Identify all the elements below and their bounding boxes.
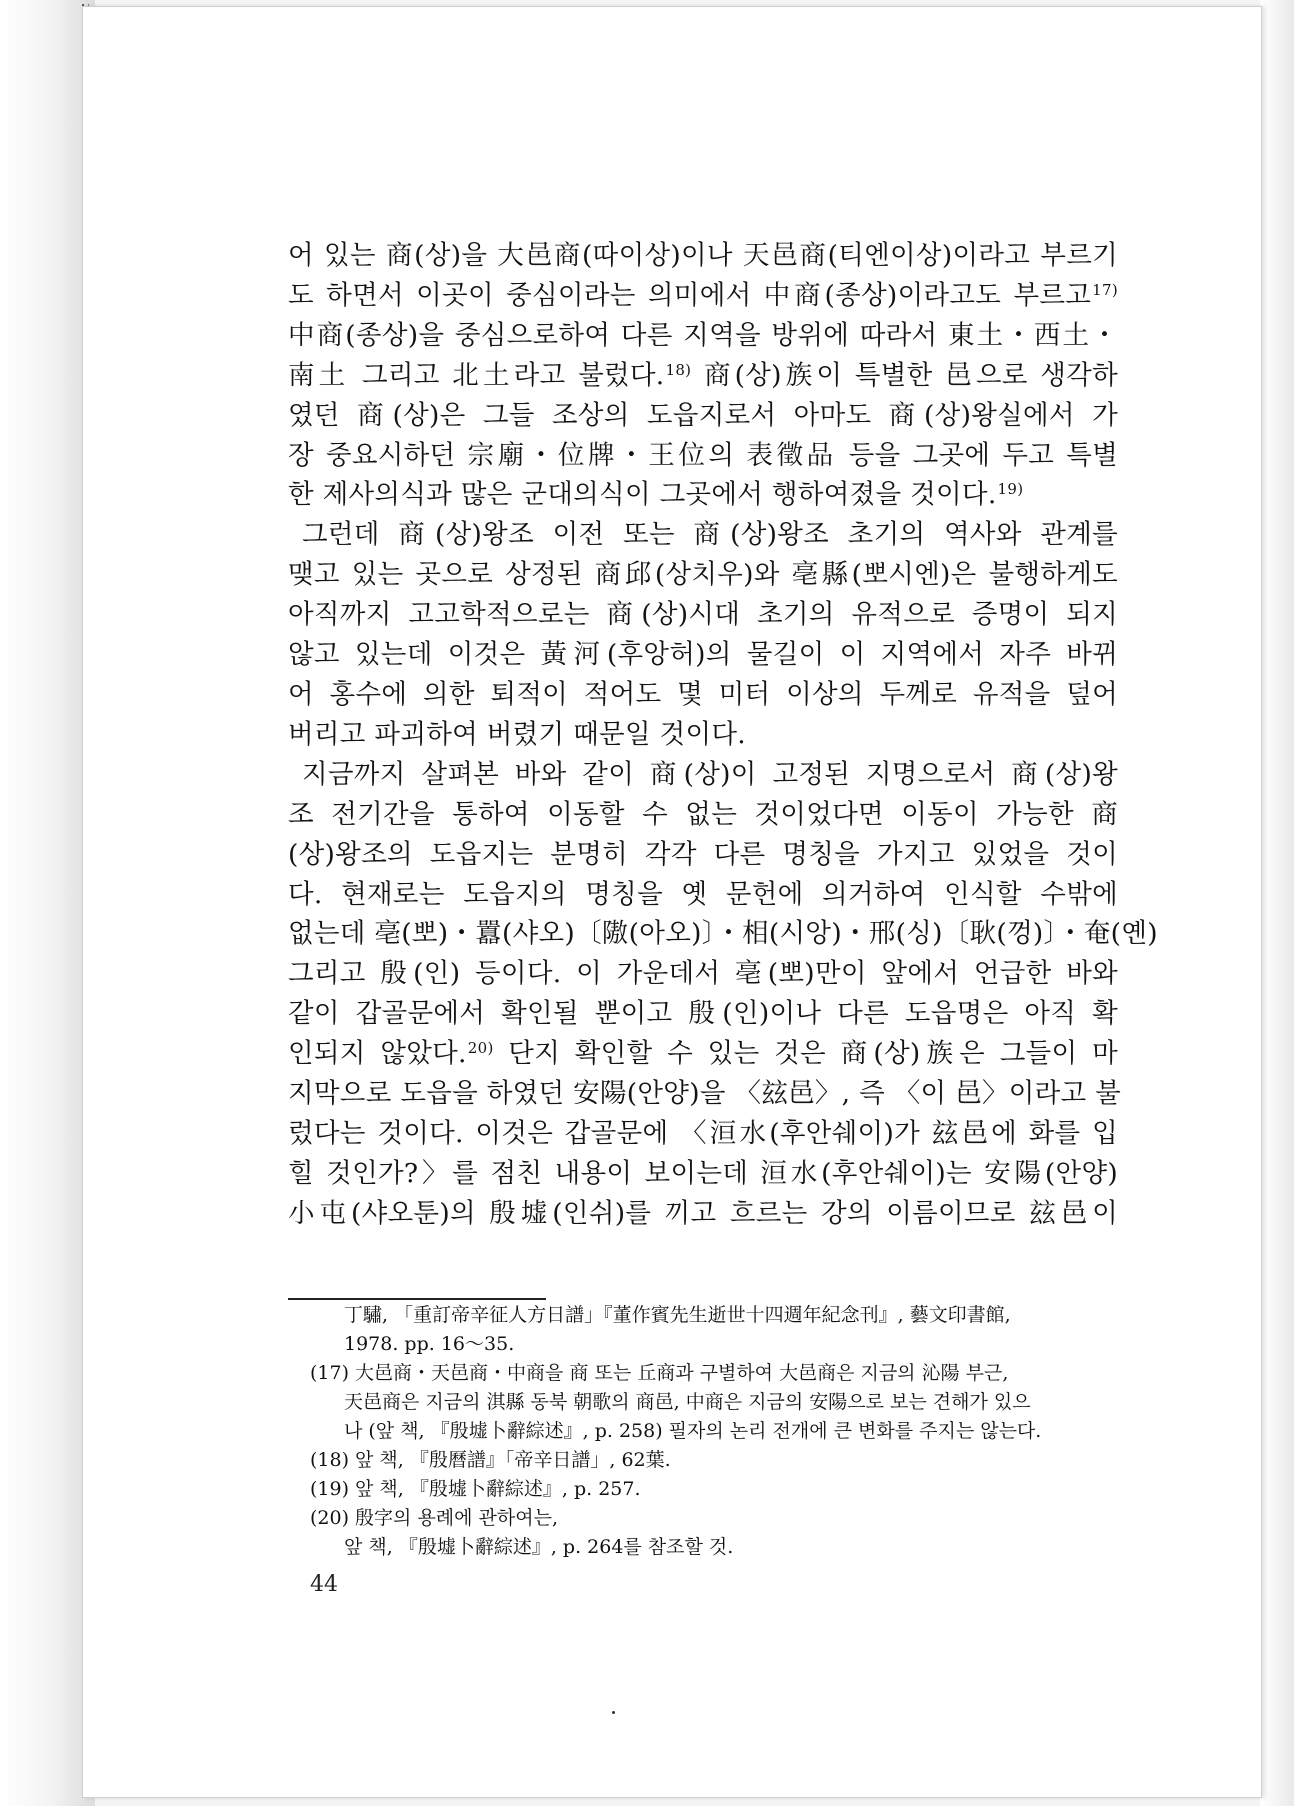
text-line: 지금까지 살펴본 바와 같이 商(상)이 고정된 지명으로서 商(상)왕 — [302, 758, 1118, 790]
footnote-line: 나 (앞 책, 『殷墟卜辭綜述』, p. 258) 필자의 논리 전개에 큰 변화를 주지는 않는다. — [344, 1420, 1042, 1442]
text-line: 않고 있는데 이것은 黃河(후앙허)의 물길이 이 지역에서 자주 바뀌 — [288, 639, 1118, 671]
text-line: 그런데 商(상)왕조 이전 또는 商(상)왕조 초기의 역사와 관계를 — [302, 519, 1118, 551]
footnotes — [310, 1301, 1120, 1562]
paragraph-3 — [288, 755, 1158, 1234]
text-line: 小屯(샤오툰)의 殷墟(인쉬)를 끼고 흐르는 강의 이름이므로 玆邑이 — [288, 1197, 1118, 1229]
paragraph-1 — [288, 236, 1118, 515]
text-segment: 도 하면서 이곳이 중심이라는 의미에서 中商(종상)이라고도 부르고 — [288, 279, 1092, 311]
footnote-18: (18) 앞 책, 『殷曆譜』「帝辛日譜」, 62葉. — [310, 1449, 671, 1471]
footnote-17: (17) 大邑商・天邑商・中商을 商 또는 丘商과 구별하여 大邑商은 지금의 沁陽 부근, — [310, 1362, 1009, 1384]
text-line: 어 홍수에 의한 퇴적이 적어도 몇 미터 이상의 두께로 유적을 덮어 — [288, 678, 1118, 710]
text-line — [288, 1034, 1118, 1074]
footnote-ref-18[interactable]: 18) — [665, 360, 692, 379]
text-line: 없는데 亳(뽀)・囂(샤오)〔隞(아오)〕・相(시앙)・邢(싱)〔耿(껑)〕・奄(옌) — [288, 918, 1158, 950]
text-line: 아직까지 고고학적으로는 商(상)시대 초기의 유적으로 증명이 되지 — [288, 599, 1118, 631]
text-line — [288, 475, 1118, 515]
text-line: 中商(종상)을 중심으로하여 다른 지역을 방위에 따라서 東土・西土・ — [288, 319, 1118, 351]
footnote-19: (19) 앞 책, 『殷墟卜辭綜述』, p. 257. — [310, 1478, 641, 1500]
page-number: 44 — [310, 1572, 338, 1597]
text-line: 맺고 있는 곳으로 상정된 商邱(상치우)와 亳縣(뽀시엔)은 불행하게도 — [288, 559, 1118, 591]
footnote-divider — [288, 1298, 546, 1300]
scan-speck — [612, 1711, 615, 1714]
paragraph-2 — [288, 515, 1118, 754]
text-line: 같이 갑골문에서 확인될 뿐이고 殷(인)이나 다른 도읍명은 아직 확 — [288, 998, 1118, 1030]
footnote-ref-17[interactable]: 17) — [1092, 280, 1118, 299]
text-line — [288, 356, 1118, 396]
text-line: 렀다는 것이다. 이것은 갑골문에 〈洹水(후안쉐이)가 玆邑에 화를 입 — [288, 1117, 1118, 1149]
text-segment: 한 제사의식과 많은 군대의식이 그곳에서 행하여졌을 것이다. — [288, 479, 997, 511]
text-line: 힐 것인가?〉를 점친 내용이 보이는데 洹水(후안쉐이)는 安陽(안양) — [288, 1157, 1118, 1189]
text-segment: 商(상)族이 특별한 邑으로 생각하 — [703, 359, 1118, 391]
text-line: 버리고 파괴하여 버렸기 때문일 것이다. — [288, 718, 747, 750]
text-line: 어 있는 商(상)을 大邑商(따이상)이나 天邑商(티엔이상)이라고 부르기 — [288, 240, 1118, 271]
footnote-ref-20[interactable]: 20) — [467, 1039, 494, 1058]
text-line: 지막으로 도읍을 하였던 安陽(안양)을 〈玆邑〉, 즉 〈이 邑〉이라고 불 — [288, 1078, 1122, 1110]
left-page-shadow — [0, 0, 95, 1806]
footnote-line: 天邑商은 지금의 淇縣 동북 朝歌의 商邑, 中商은 지금의 安陽으로 보는 견해가 있으 — [344, 1391, 1031, 1413]
text-line: 그리고 殷(인) 등이다. 이 가운데서 亳(뽀)만이 앞에서 언급한 바와 — [288, 958, 1118, 990]
text-line: 조 전기간을 통하여 이동할 수 없는 것이었다면 이동이 가능한 商 — [288, 798, 1118, 830]
text-line: (상)왕조의 도읍지는 분명히 각각 다른 명칭을 가지고 있었을 것이 — [288, 838, 1118, 870]
text-segment: 단지 확인할 수 있는 것은 商(상)族은 그들이 마 — [508, 1038, 1118, 1070]
text-line — [288, 276, 1118, 316]
footnote-ref-19[interactable]: 19) — [997, 480, 1024, 499]
text-line: 다. 현재로는 도읍지의 명칭을 옛 문헌에 의거하여 인식할 수밖에 — [288, 878, 1118, 910]
right-margin — [1260, 0, 1294, 1806]
footnote-line: 앞 책, 『殷墟卜辭綜述』, p. 264를 참조할 것. — [344, 1536, 734, 1558]
footnote-line: 1978. pp. 16～35. — [344, 1333, 515, 1355]
text-segment: 인되지 않았다. — [288, 1038, 467, 1070]
footnote-line: 丁驌, 「重訂帝辛征人方日譜」『董作賓先生逝世十四週年紀念刊』, 藝文印書館, — [344, 1304, 1011, 1326]
text-segment: 南土 그리고 北土라고 불렀다. — [288, 359, 665, 391]
footnote-20: (20) 殷字의 용례에 관하여는, — [310, 1507, 558, 1529]
text-line: 였던 商(상)은 그들 조상의 도읍지로서 아마도 商(상)왕실에서 가 — [288, 399, 1118, 431]
main-text — [288, 236, 1158, 1234]
text-line: 장 중요시하던 宗廟・位牌・王位의 表徵品 등을 그곳에 두고 특별 — [288, 439, 1118, 471]
